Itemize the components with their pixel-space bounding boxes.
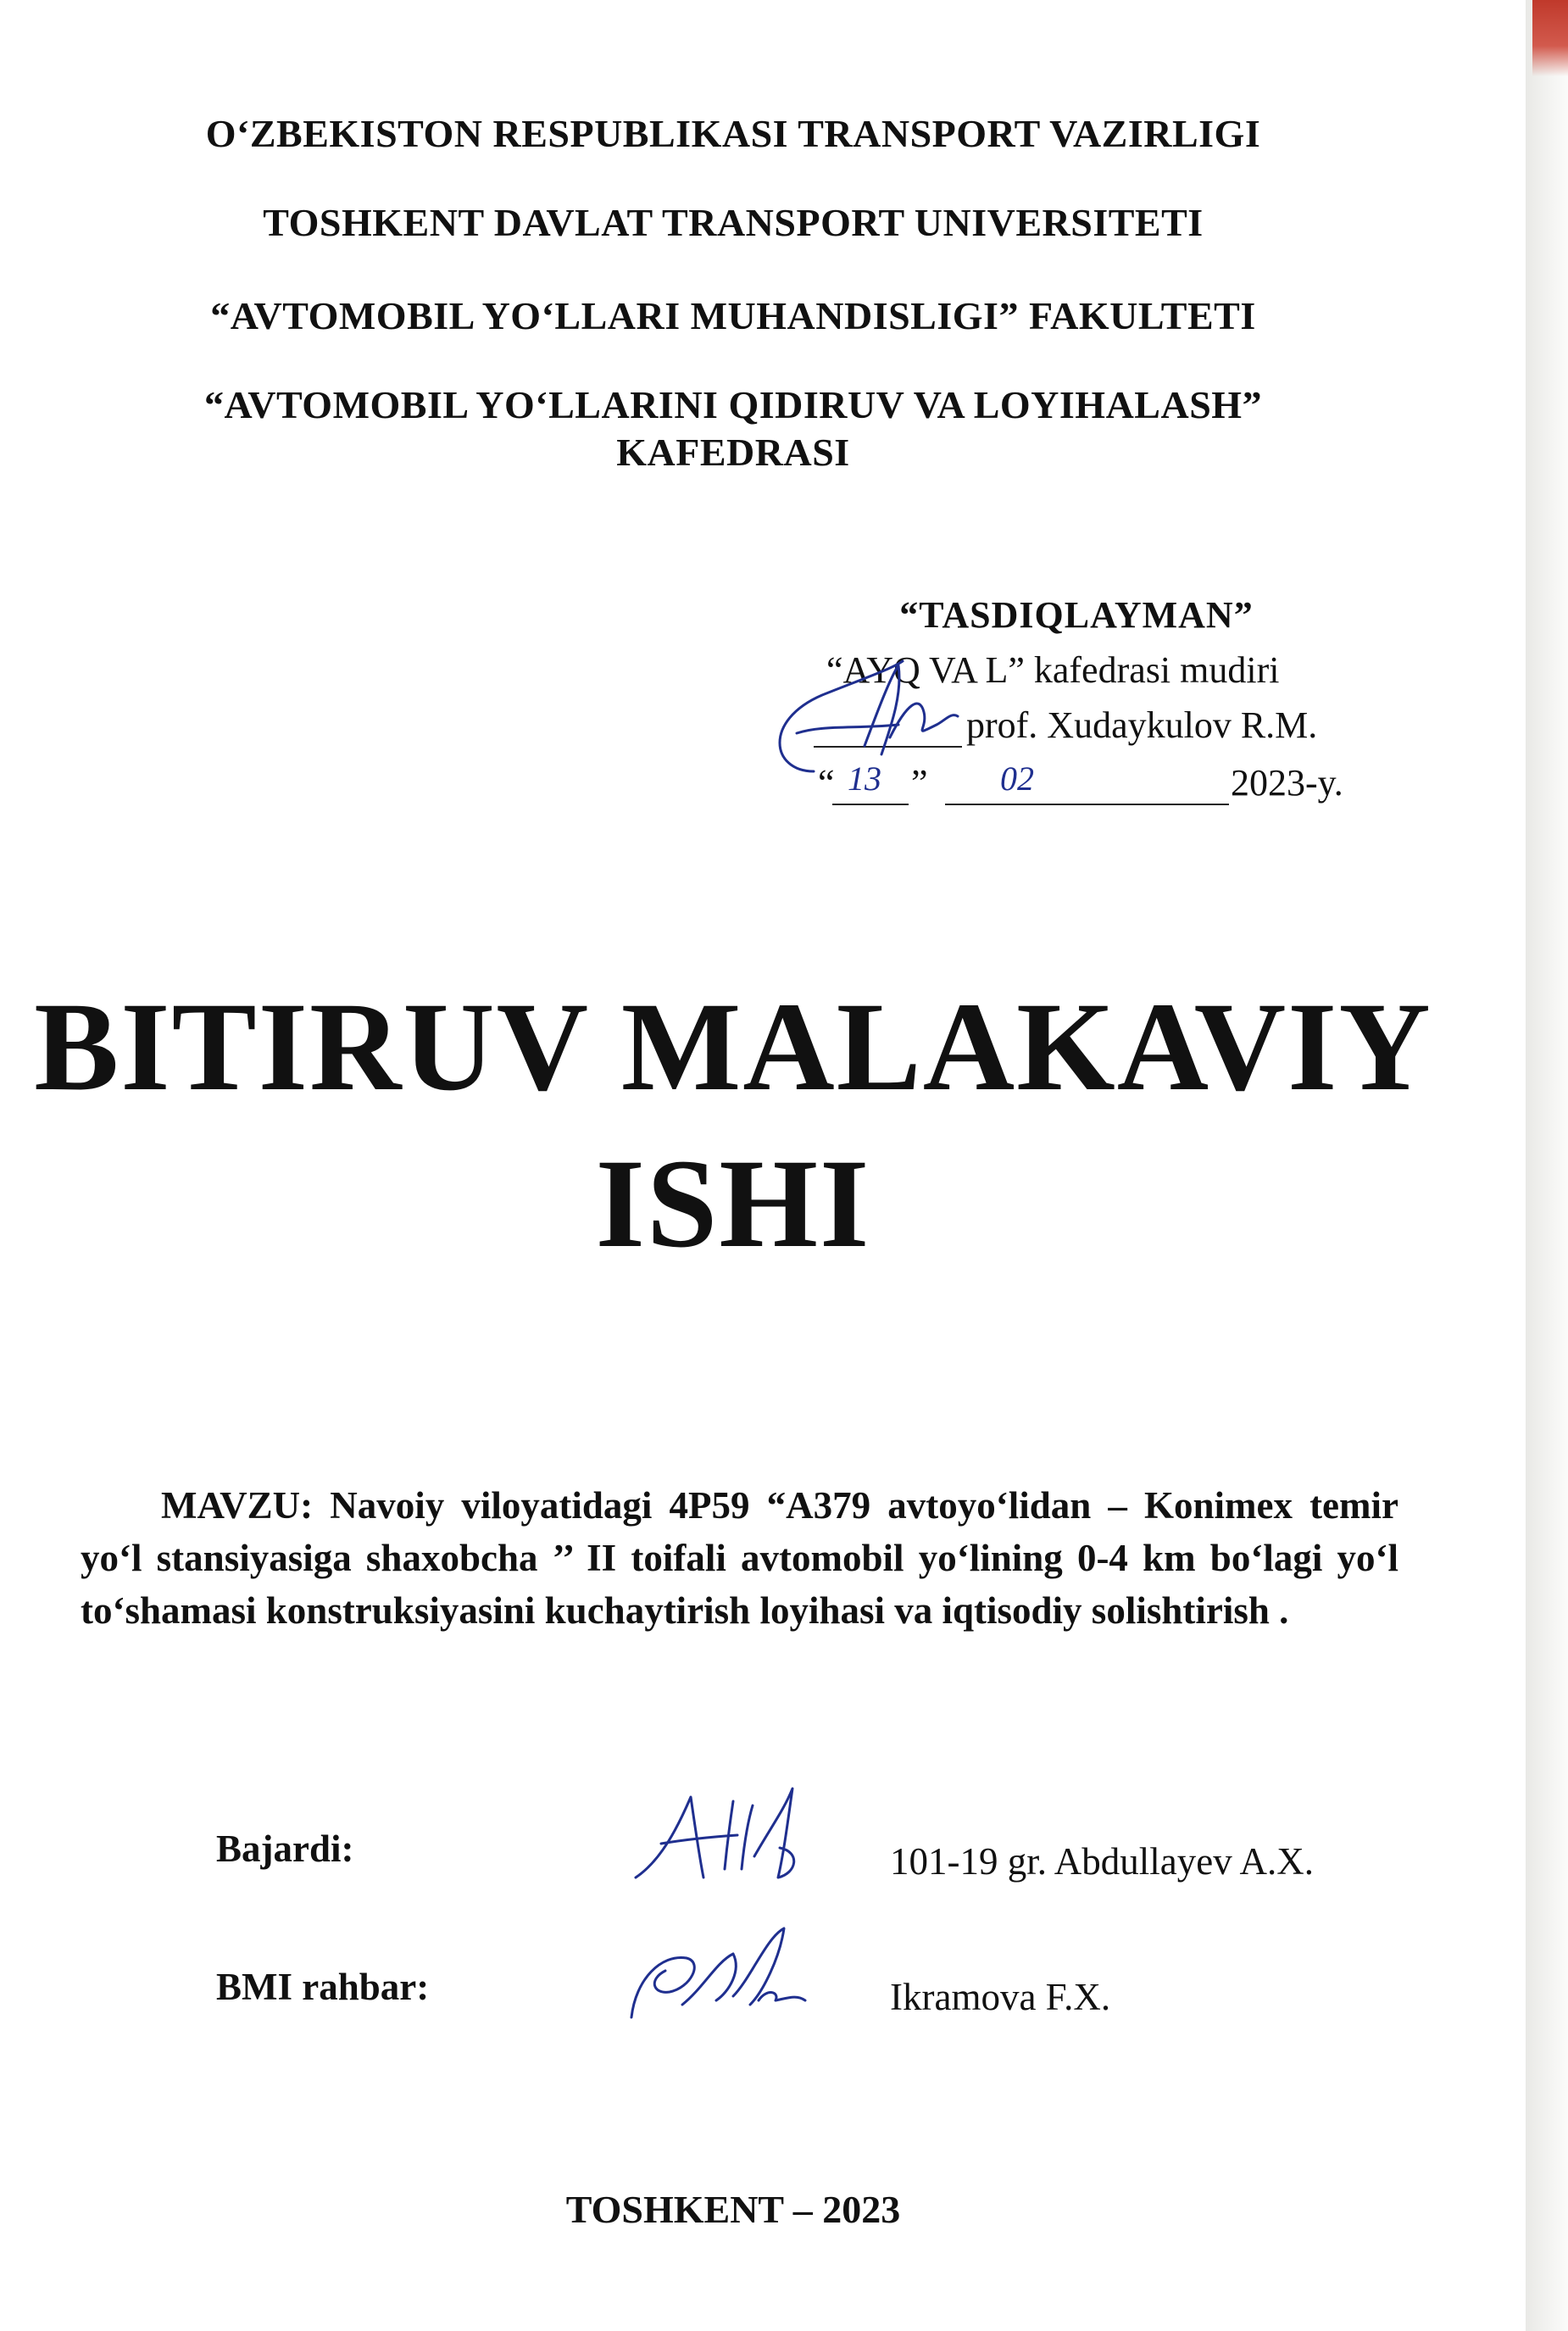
- supervisor-signature: [623, 1920, 818, 2030]
- ministry-heading: O‘ZBEKISTON RESPUBLIKASI TRANSPORT VAZIRLIGI: [205, 112, 1261, 155]
- approval-title: “TASDIQLAYMAN”: [899, 594, 1254, 636]
- approval-role: “AYQ VA L” kafedrasi mudiri: [826, 649, 1280, 691]
- city-year-footer: TOSHKENT – 2023: [565, 2188, 901, 2231]
- department-heading-suffix: KAFEDRASI: [616, 431, 850, 474]
- topic-paragraph: MAVZU: Navoiy viloyatidagi 4P59 “A379 avtoyo‘lidan – Konimex temir yo‘l stansiyasiga shaxobcha ’’ II toifali avtomobil yo‘lining 0-4 km bo‘lagi yo‘l to‘shamasi konstruksiyasini kuchaytirish loyihasi va iqtisodiy solishtirish .: [81, 1484, 1398, 1632]
- document-title-line-2: ISHI: [595, 1133, 871, 1274]
- university-heading: TOSHKENT DAVLAT TRANSPORT UNIVERSITETI: [263, 201, 1204, 244]
- performer-name: 101-19 gr. Abdullayev A.X.: [890, 1840, 1314, 1883]
- date-year: 2023-y.: [1231, 762, 1343, 804]
- approver-signature: [763, 644, 983, 780]
- faculty-heading: “AVTOMOBIL YO‘LLARI MUHANDISLIGI” FAKULTETI: [210, 294, 1256, 337]
- document-title: BITIRUV MALAKAVIY: [34, 976, 1432, 1117]
- date-day: 13: [848, 759, 881, 798]
- date-open-quote: “: [818, 762, 835, 804]
- approver-name: prof. Xudaykulov R.M.: [966, 704, 1318, 746]
- date-month: 02: [1000, 759, 1034, 798]
- department-heading: “AVTOMOBIL YO‘LLARINI QIDIRUV VA LOYIHALASH”: [203, 383, 1263, 426]
- page-edge: [1526, 0, 1568, 2331]
- performer-signature: [627, 1776, 831, 1894]
- supervisor-name: Ikramova F.X.: [890, 1976, 1111, 2018]
- performer-label: Bajardi:: [216, 1828, 354, 1870]
- supervisor-label: BMI rahbar:: [216, 1966, 430, 2008]
- day-line: [832, 804, 909, 805]
- month-line: [945, 804, 1229, 805]
- date-close-quote: ”: [911, 762, 928, 804]
- binding-tab: [1532, 0, 1568, 76]
